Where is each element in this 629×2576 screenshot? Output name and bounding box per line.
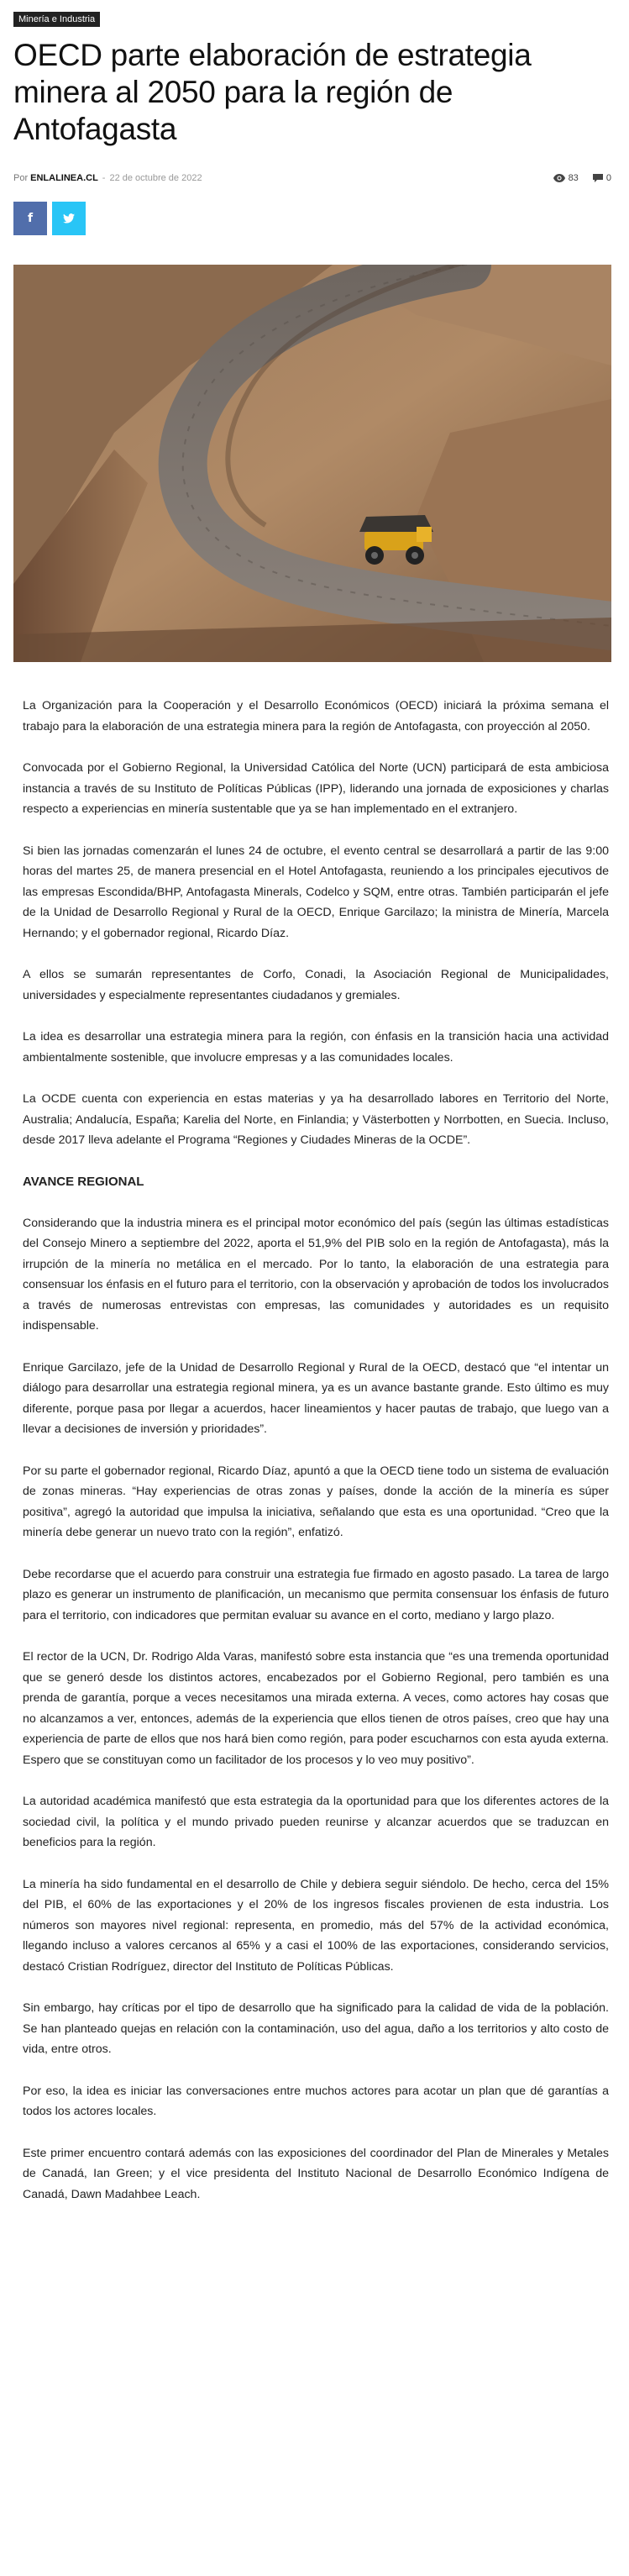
comments-count: 0 <box>605 173 611 183</box>
paragraph: Sin embargo, hay críticas por el tipo de desarrollo que ha significado para la calidad de vida de la población. Se han planteado quejas en relación con la contaminación, uso del agua, daño a los territorios y alto costo de vida, entre otros. <box>23 2001 609 2056</box>
views-stat <box>553 171 579 185</box>
mine-haul-road-illustration <box>13 265 611 662</box>
paragraph: Debe recordarse que el acuerdo para construir una estrategia fue firmado en agosto pasado. La tarea de largo plazo es generar un instrumento de planificación, un mecanismo que permita consensuar los énfasis de futuro para el territorio, con indicadores que permitan evaluar su avance en el corto, mediano y largo plazo. <box>23 1567 609 1622</box>
views-count: 83 <box>568 173 579 183</box>
paragraph: La minería ha sido fundamental en el desarrollo de Chile y debiera seguir siéndolo. De hecho, cerca del 15% del PIB, el 60% de las exportaciones y el 20% de los ingresos fiscales provienen de esta industria. Los números son mayores nivel regional: representa, en promedio, más del 57% de la actividad económica, llegando incluso a valores cercanos al 65% y a casi el 100% de las exportaciones, considerando servicios, destacó Cristian Rodríguez, director del Instituto de Políticas Públicas. <box>23 1877 609 1974</box>
paragraph: Enrique Garcilazo, jefe de la Unidad de Desarrollo Regional y Rural de la OECD, destacó que “el intentar un diálogo para desarrollar una estrategia regional minera, ya es un avance bastante grande. Esto último es muy diferente, porque pasa por llegar a acuerdos, hacer lineamientos y hacer pautas de trabajo, que luego van a llevar a decisiones de inversión y prioridades”. <box>23 1360 609 1436</box>
share-bar <box>13 202 86 235</box>
article-stats <box>542 171 611 187</box>
paragraph: Este primer encuentro contará además con las exposiciones del coordinador del Plan de Minerales y Metales de Canadá, Ian Green; y el vice presidenta del Instituto Nacional de Desarrollo Económico Indígena de Canadá, Dawn Madahbee Leach. <box>23 2146 609 2201</box>
paragraph: Convocada por el Gobierno Regional, la Universidad Católica del Norte (UCN) participará de esta ambiciosa instancia a través de su Instituto de Políticas Públicas (IPP), liderando una jornada de exposiciones y charlas respecto a experiencias en minería sustentable que ya se han implementado en el extranjero. <box>23 761 609 816</box>
meta-separator: - <box>102 173 106 183</box>
comments-stat[interactable] <box>593 171 611 185</box>
article-body <box>23 696 609 2226</box>
paragraph: Considerando que la industria minera es el principal motor económico del país (según las últimas estadísticas del Consejo Minero a septiembre del 2022, aporta el 51,9% del PIB solo en la región de Antofagasta), más la irrupción de la minería no metálica en el mercado. Por lo tanto, la elaboración de una estrategia para consensuar los énfasis en el futuro para el territorio, con la observación y aprobación de todos los involucrados a través de numerosas entrevistas con empresas, las comunidades y autoridades es un requisito indispensable. <box>23 1216 609 1333</box>
article-meta <box>13 171 611 185</box>
author-link[interactable]: ENLALINEA.CL <box>30 173 98 183</box>
paragraph: La OCDE cuenta con experiencia en estas materias y ya ha desarrollado labores en Territorio del Norte, Australia; Andalucía, España; Karelia del Norte, en Finlandia; y Västerbotten y Norrbotten, en Suecia. Incluso, desde 2017 lleva adelante el Programa “Regiones y Ciudades Mineras de la OCDE”. <box>23 1092 609 1147</box>
hero-image <box>13 265 611 662</box>
section-heading: AVANCE REGIONAL <box>23 1174 144 1189</box>
publish-date: 22 de octubre de 2022 <box>109 173 202 183</box>
paragraph: Por eso, la idea es iniciar las conversaciones entre muchos actores para acotar un plan que dé garantías a todos los actores locales. <box>23 2084 609 2118</box>
article-title: OECD parte elaboración de estrategia minera al 2050 para la región de Antofagasta <box>13 38 532 146</box>
paragraph: Por su parte el gobernador regional, Ricardo Díaz, apuntó a que la OECD tiene todo un sistema de evaluación de zonas mineras. “Hay experiencias de otras zonas y países, donde la acción de la minería es súper positiva”, agregó la autoridad que impulsa la iniciativa, señalando que esta es una oportunidad. “Creo que la minería debe generar un nuevo trato con la región”, enfatizó. <box>23 1464 609 1539</box>
facebook-share-button[interactable] <box>13 202 47 235</box>
category-tag[interactable]: Minería e Industria <box>13 12 100 27</box>
paragraph: A ellos se sumarán representantes de Corfo, Conadi, la Asociación Regional de Municipalidades, universidades y especialmente representantes ciudadanos y gremiales. <box>23 968 609 1002</box>
byline-prefix: Por <box>13 173 29 183</box>
twitter-share-button[interactable] <box>52 202 86 235</box>
eye-icon <box>553 174 565 182</box>
paragraph: El rector de la UCN, Dr. Rodrigo Alda Varas, manifestó sobre esta instancia que “es una tremenda oportunidad que se generó desde los distintos actores, encabezados por el Gobierno Regional, pero también es una prenda de garantía, porque a veces necesitamos una mirada externa. A veces, como actores hay cosas que no alcanzamos a ver, entonces, además de la experiencia que ellos tienen de otros países, creo que hay una experiencia de parte de ellos que nos hará bien como región, para poder escucharnos con esta ayuda externa. Espero que se constituyan como un facilitador de los procesos y lo veo muy positivo”. <box>23 1650 609 1767</box>
paragraph: La autoridad académica manifestó que esta estrategia da la oportunidad para que los diferentes actores de la sociedad civil, la política y el mundo privado pueden reunirse y alcanzar acuerdos que se traduzcan en beneficios para la región. <box>23 1795 609 1849</box>
facebook-icon: f <box>27 212 34 225</box>
paragraph: Si bien las jornadas comenzarán el lunes 24 de octubre, el evento central se desarrollará a partir de las 9:00 horas del martes 25, de manera presencial en el Hotel Antofagasta, reuniendo a los principales ejecutivos de las empresas Escondida/BHP, Antofagasta Minerals, Codelco y SQM, entre otras. También participarán el jefe de la Unidad de Desarrollo Regional y Rural de la OECD, Enrique Garcilazo; la ministra de Minería, Marcela Hernando; y el gobernador regional, Ricardo Díaz. <box>23 844 609 940</box>
paragraph: La Organización para la Cooperación y el Desarrollo Económicos (OECD) iniciará la próxima semana el trabajo para la elaboración de una estrategia minera para la región de Antofagasta, con proyección al 2050. <box>23 699 609 733</box>
twitter-icon <box>63 213 75 223</box>
paragraph: La idea es desarrollar una estrategia minera para la región, con énfasis en la transición hacia una actividad ambientalmente sostenible, que involucre empresas y a las comunidades locales. <box>23 1030 609 1065</box>
comment-icon <box>593 174 603 182</box>
